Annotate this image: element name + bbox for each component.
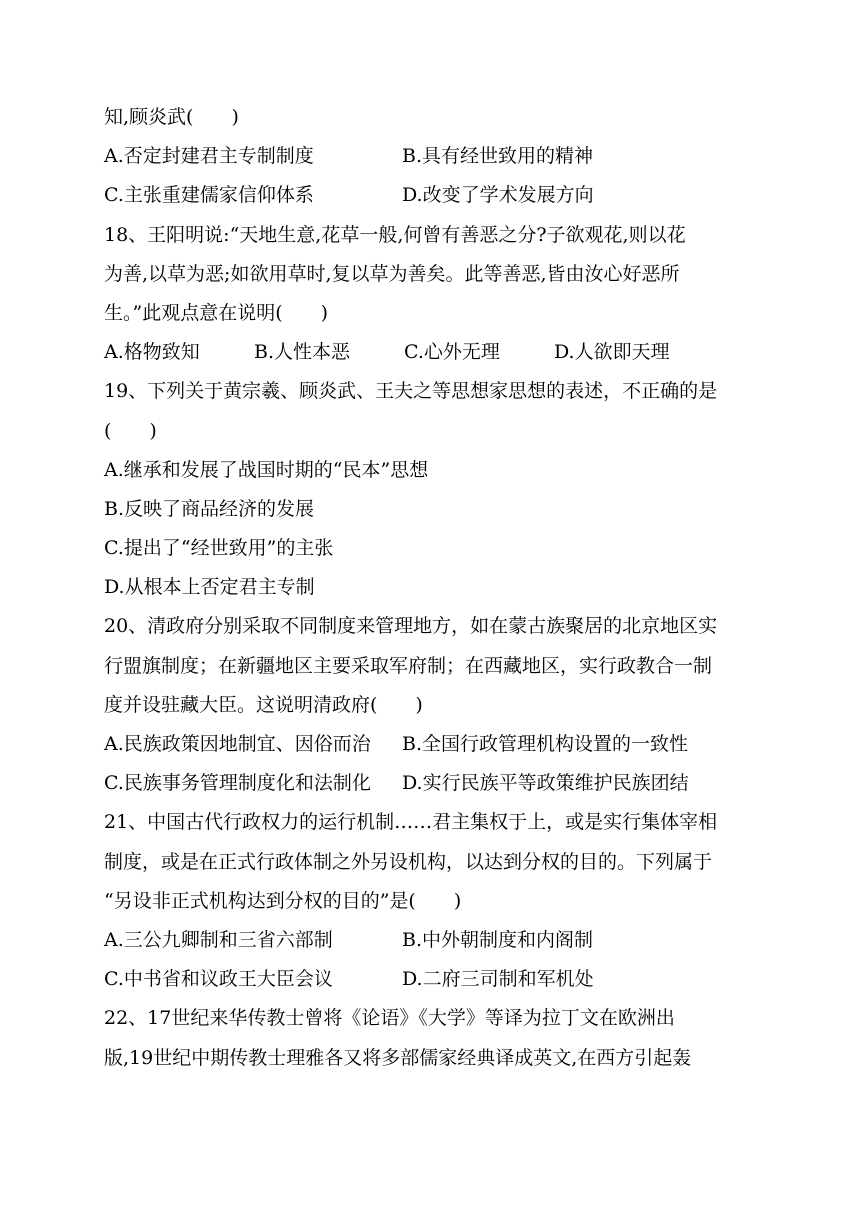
- question-18-stem-line: 18、王阳明说:“天地生意,花草一般,何曾有善恶之分?子欲观花,则以花: [104, 223, 686, 246]
- question-17-stem: 知,顾炎武( ): [104, 106, 239, 128]
- option-b[interactable]: B.具有经世致用的精神: [402, 145, 594, 168]
- question-17: [104, 98, 764, 216]
- question-21-options-row-1: [104, 921, 764, 960]
- question-22-stem-line: 版,19世纪中期传教士理雅各又将多部儒家经典译成英文,在西方引起轰: [104, 1046, 692, 1069]
- question-21-stem-line: “另设非正式机构达到分权的目的”是( ): [104, 889, 462, 912]
- question-18-stem-line: 生。”此观点意在说明( ): [104, 301, 329, 324]
- question-22-stem-line: 22、17世纪来华传教士曾将《论语》《大学》等译为拉丁文在欧洲出: [104, 1007, 675, 1030]
- question-21-options-row-2: [104, 960, 764, 999]
- option-c[interactable]: C.中书省和议政王大臣会议: [104, 968, 333, 991]
- question-20-stem-line: 度并设驻藏大臣。这说明清政府( ): [104, 693, 423, 716]
- option-c[interactable]: C.心外无理: [404, 341, 500, 364]
- question-21-stem-line: 21、中国古代行政权力的运行机制……君主集权于上，或是实行集体宰相: [104, 811, 718, 834]
- option-b[interactable]: B.全国行政管理机构设置的一致性: [402, 733, 689, 755]
- option-b[interactable]: B.反映了商品经济的发展: [104, 497, 315, 520]
- question-20-options-row-2: [104, 764, 764, 803]
- option-c[interactable]: C.主张重建儒家信仰体系: [104, 184, 314, 207]
- option-c[interactable]: C.提出了“经世致用”的主张: [104, 537, 334, 560]
- option-a[interactable]: A.格物致知: [104, 341, 200, 364]
- question-18-options-row: [104, 333, 764, 372]
- option-b[interactable]: B.人性本恶: [254, 341, 351, 364]
- option-b[interactable]: B.中外朝制度和内阁制: [402, 928, 594, 951]
- question-20: [104, 607, 764, 803]
- option-a[interactable]: A.继承和发展了战国时期的“民本”思想: [104, 458, 429, 481]
- question-22: [104, 999, 764, 1077]
- question-18-stem-line: 为善,以草为恶;如欲用草时,复以草为善矣。此等善恶,皆由汝心好恶所: [104, 262, 680, 285]
- question-20-options-row-1: [104, 725, 764, 764]
- question-19-stem-line: 19、下列关于黄宗羲、顾炎武、王夫之等思想家思想的表述，不正确的是: [104, 380, 718, 403]
- option-d[interactable]: D.二府三司制和军机处: [402, 968, 594, 991]
- question-20-stem-line: 20、清政府分别采取不同制度来管理地方，如在蒙古族聚居的北京地区实: [104, 615, 718, 638]
- option-d[interactable]: D.实行民族平等政策维护民族团结: [402, 772, 689, 795]
- question-19: [104, 372, 764, 607]
- option-a[interactable]: A.否定封建君主专制制度: [104, 145, 314, 168]
- option-d[interactable]: D.从根本上否定君主专制: [104, 576, 315, 599]
- option-d[interactable]: D.人欲即天理: [554, 341, 670, 364]
- question-21: [104, 803, 764, 999]
- option-a[interactable]: A.民族政策因地制宜、因俗而治: [104, 733, 371, 755]
- question-20-stem-line: 行盟旗制度；在新疆地区主要采取军府制；在西藏地区，实行政教合一制: [104, 654, 713, 677]
- question-19-stem-line: ( ): [104, 419, 157, 442]
- question-21-stem-line: 制度，或是在正式行政体制之外另设机构，以达到分权的目的。下列属于: [104, 850, 713, 873]
- question-18: [104, 216, 764, 373]
- option-a[interactable]: A.三公九卿制和三省六部制: [104, 928, 333, 951]
- option-d[interactable]: D.改变了学术发展方向: [402, 184, 594, 207]
- question-17-options-row-2: [104, 176, 764, 215]
- question-17-options-row-1: [104, 137, 764, 176]
- exam-page: [104, 98, 764, 1078]
- option-c[interactable]: C.民族事务管理制度化和法制化: [104, 772, 371, 795]
